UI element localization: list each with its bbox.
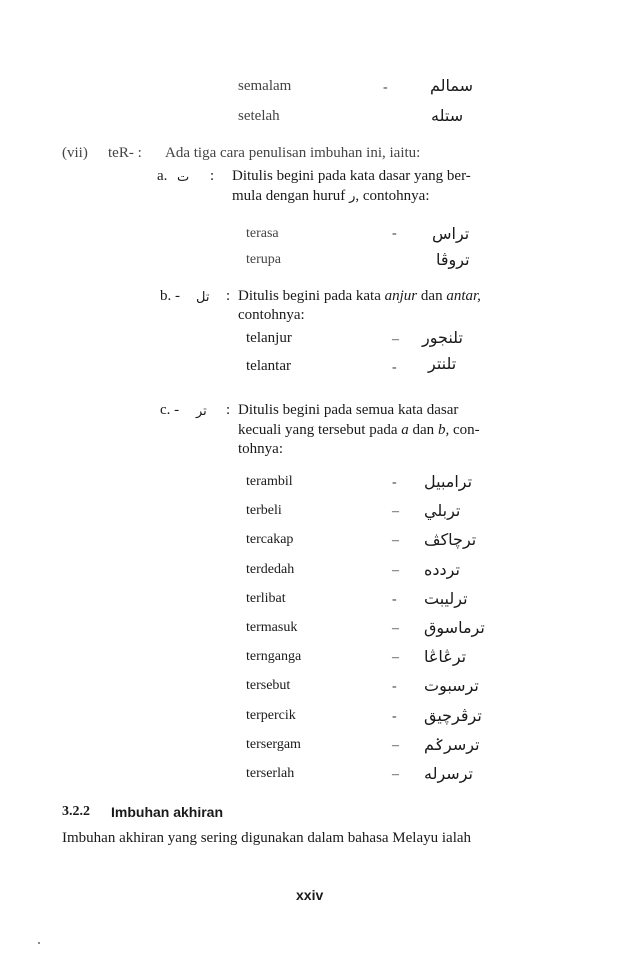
table-row — [246, 532, 546, 558]
dash: – — [392, 737, 399, 753]
part-c-colon: : — [226, 402, 231, 418]
table-row — [246, 620, 546, 646]
page-number: xxiv — [296, 887, 324, 903]
part-c-line1: Ditulis begini pada semua kata dasar — [238, 402, 459, 418]
example-latin: terbeli — [246, 503, 282, 519]
speck — [38, 942, 40, 944]
part-b-colon: : — [226, 288, 231, 304]
part-c-line3: tohnya: — [238, 441, 283, 457]
example-jawi: ترڤرچيق — [424, 705, 482, 725]
part-a-text-line2: mula dengan huruf ر, contohnya: — [232, 188, 430, 204]
jawi-semalam: سمالم — [430, 76, 474, 95]
part-b-jawi: تل — [196, 290, 210, 305]
example-telantar: telantar — [246, 358, 291, 374]
dash: - — [392, 679, 397, 695]
example-jawi: ترسرݢم — [424, 734, 480, 754]
part-b-text-line2: contohnya: — [238, 307, 305, 323]
word-setelah: setelah — [238, 108, 280, 124]
section-322-paragraph: Imbuhan akhiran yang sering digunakan dalam bahasa Melayu ialah — [62, 830, 472, 846]
example-jawi: ترسرله — [424, 764, 473, 783]
part-c-label: c. - — [160, 402, 180, 418]
example-jawi: ترسبوت — [424, 676, 479, 696]
part-a-jawi: ت — [177, 170, 190, 185]
jawi-telantar: تلنتر — [428, 354, 457, 373]
example-latin: terlibat — [246, 590, 286, 606]
example-jawi: ترامبيل — [424, 472, 473, 491]
table-row — [246, 474, 546, 500]
table-row — [246, 734, 546, 763]
jawi-ra: ر — [349, 189, 356, 204]
example-latin: tersebut — [246, 678, 291, 694]
example-latin: terpercik — [246, 707, 296, 723]
example-list — [246, 474, 546, 794]
dash: - — [383, 80, 388, 95]
example-telanjur: telanjur — [246, 330, 292, 346]
dash: – — [392, 562, 399, 578]
jawi-terasa: تراس — [432, 224, 470, 243]
section-intro: Ada tiga cara penulisan imbuhan ini, iaitu: — [165, 145, 421, 161]
dash: – — [392, 767, 399, 782]
example-jawi: ترڠاڠا — [424, 647, 467, 667]
jawi-terupa: تروڤا — [436, 250, 470, 269]
dash: – — [392, 504, 399, 520]
dash: - — [392, 360, 397, 375]
table-row — [246, 588, 546, 617]
section-prefix: teR- : — [108, 145, 142, 161]
table-row — [246, 705, 546, 734]
table-row — [246, 503, 546, 529]
part-a-colon: : — [210, 168, 215, 184]
part-a-label: a. — [157, 168, 168, 184]
section-number: (vii) — [62, 145, 88, 161]
example-terupa: terupa — [246, 252, 281, 267]
section-322-title: Imbuhan akhiran — [111, 804, 224, 820]
example-latin: tersergam — [246, 736, 301, 752]
part-c-jawi: تر — [196, 404, 207, 419]
word-semalam: semalam — [238, 78, 292, 94]
table-row — [246, 678, 546, 704]
example-jawi: ترليبت — [424, 588, 468, 608]
table-row — [246, 649, 546, 675]
part-b-text-line1: Ditulis begini pada kata anjur dan antar, — [238, 288, 481, 304]
dash: - — [392, 226, 397, 241]
dash: - — [392, 475, 397, 490]
part-c-line2: kecuali yang tersebut pada a dan b, con- — [238, 422, 480, 438]
dash: - — [392, 591, 397, 607]
example-latin: terserlah — [246, 766, 295, 781]
jawi-telanjur: تلنجور — [422, 328, 463, 347]
example-jawi: تربلي — [424, 501, 461, 521]
part-b-label: b. - — [160, 288, 180, 304]
part-a-text-line1: Ditulis begini pada kata dasar yang ber- — [232, 168, 471, 184]
dash: – — [392, 533, 399, 549]
example-latin: tercakap — [246, 532, 294, 548]
dash: - — [392, 708, 397, 724]
example-jawi: تردده — [424, 559, 460, 579]
example-terasa: terasa — [246, 226, 279, 241]
dash: – — [392, 621, 399, 636]
section-322-number: 3.2.2 — [62, 804, 90, 819]
example-latin: termasuk — [246, 620, 298, 635]
example-latin: ternganga — [246, 649, 302, 665]
example-latin: terdedah — [246, 561, 295, 577]
example-latin: terambil — [246, 474, 293, 489]
example-jawi: ترماسوق — [424, 618, 485, 637]
dash: – — [392, 332, 399, 347]
dash: – — [392, 650, 399, 666]
example-jawi: ترچاکڤ — [424, 530, 477, 550]
table-row — [246, 559, 546, 588]
jawi-setelah: ستله — [431, 106, 464, 125]
table-row — [246, 766, 546, 792]
